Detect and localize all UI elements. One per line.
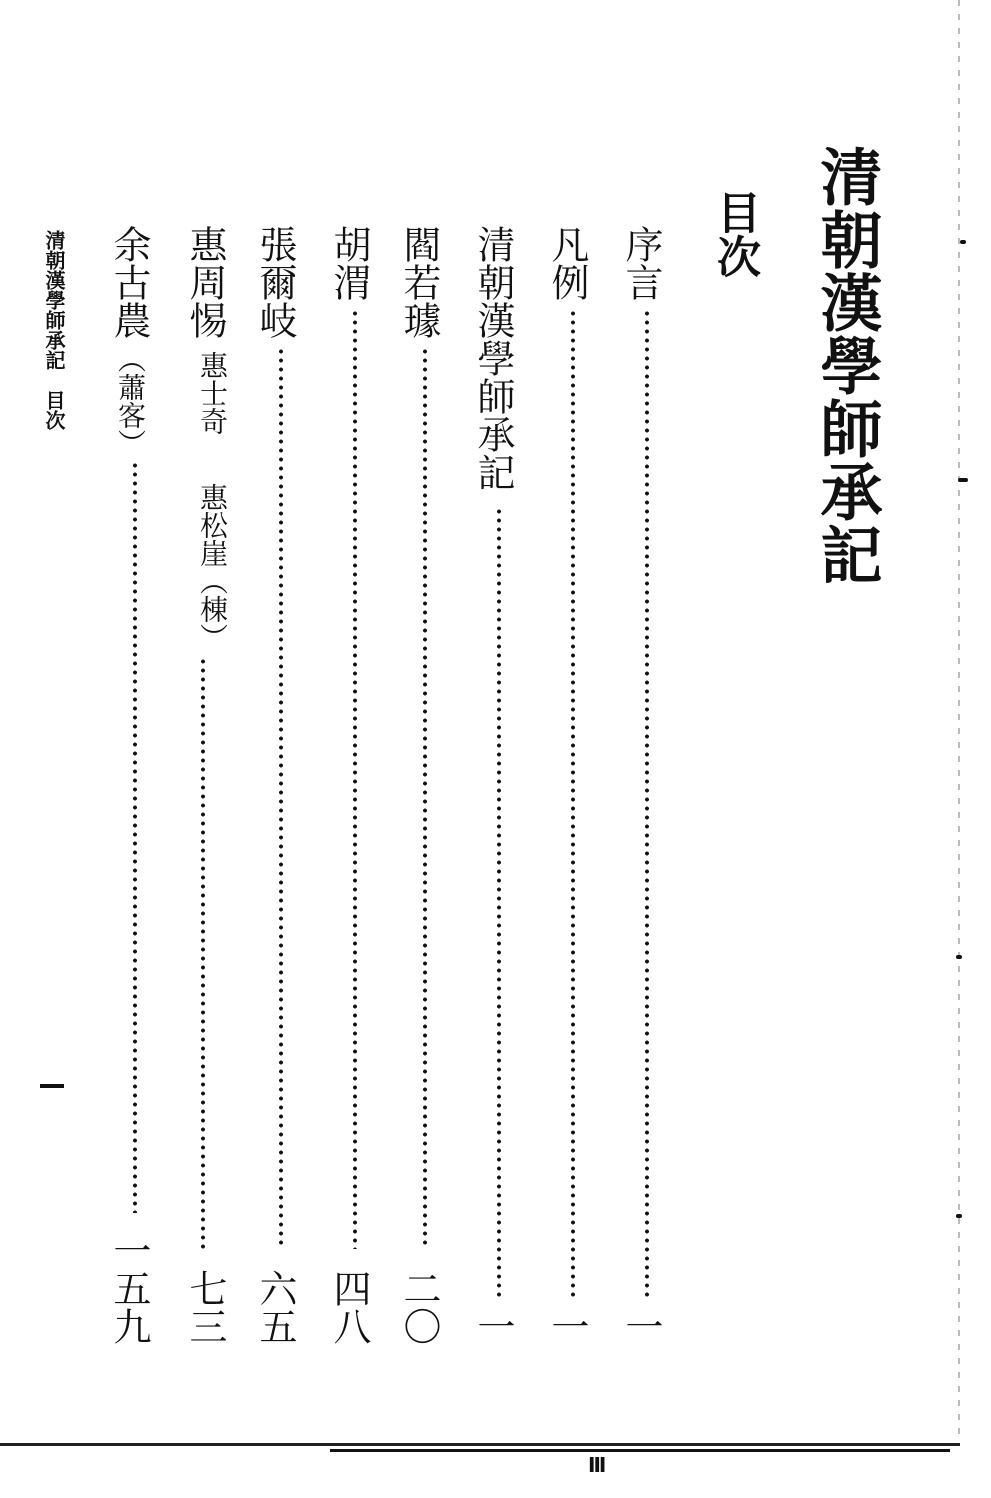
toc-entry-page: 一 [471,1307,515,1345]
running-head: 清朝漢學師承記 目次 [42,230,66,430]
leader-dots [132,461,138,1213]
toc-entry-label: 序言 [619,225,663,301]
toc-entry-zhang-erqi[interactable] [253,225,304,1345]
toc-entry-label: 胡渭 [327,225,371,301]
toc-entry-page: 一 [619,1307,663,1345]
toc-entry-label: 余古農 [107,225,151,339]
toc-entry-page: 六五 [253,1269,297,1345]
scan-speck [960,240,966,244]
leader-dots [644,309,650,1299]
scan-speck [956,955,962,959]
toc-entry-label: 閻若璩 [397,225,441,339]
leader-dots [278,347,284,1247]
toc-heading: 目次 [709,190,760,278]
toc-entry-preface[interactable] [619,225,670,1345]
toc-entry-yan-ruoqu[interactable] [397,225,448,1345]
bottom-rule-2 [330,1449,950,1452]
toc-entry-page: 四八 [327,1269,371,1345]
leader-dots [352,309,358,1249]
page-edge [958,0,960,1440]
toc-entry-page: 七三 [183,1269,227,1345]
folio [40,1084,64,1088]
toc-entry-page: 一五九 [107,1231,151,1345]
toc-entry-page: 二〇 [397,1269,441,1345]
toc-entry-sub-1: 惠士奇 [196,351,229,435]
toc-entry-hui-zhouti[interactable] [183,225,234,1345]
toc-entry-page: 一 [545,1307,589,1345]
toc-entry-notes[interactable] [545,225,596,1345]
bottom-rule [0,1443,960,1446]
leader-dots [422,347,428,1247]
toc-entry-label: 惠周惕 [183,225,227,339]
toc-entry-yu-gunong[interactable] [107,225,158,1345]
toc-entry-sub-2: 惠松崖（棟） [196,483,229,651]
toc-entry-hu-wei[interactable] [327,225,378,1345]
scan-speck [956,1214,962,1218]
toc-entry-label: 張爾岐 [253,225,297,339]
leader-dots [496,507,502,1299]
toc-entry-label: 清朝漢學師承記 [471,225,515,491]
leader-dots [200,657,206,1249]
toc-entry-label: 凡例 [545,225,589,301]
toc-entry-main-text[interactable] [471,225,522,1345]
scan-speck [958,478,968,482]
footer-mark: III [588,1453,605,1477]
toc-entry-sub-1: （蕭客） [114,345,147,457]
leader-dots [570,309,576,1299]
book-title: 清朝漢學師承記 [810,145,883,586]
